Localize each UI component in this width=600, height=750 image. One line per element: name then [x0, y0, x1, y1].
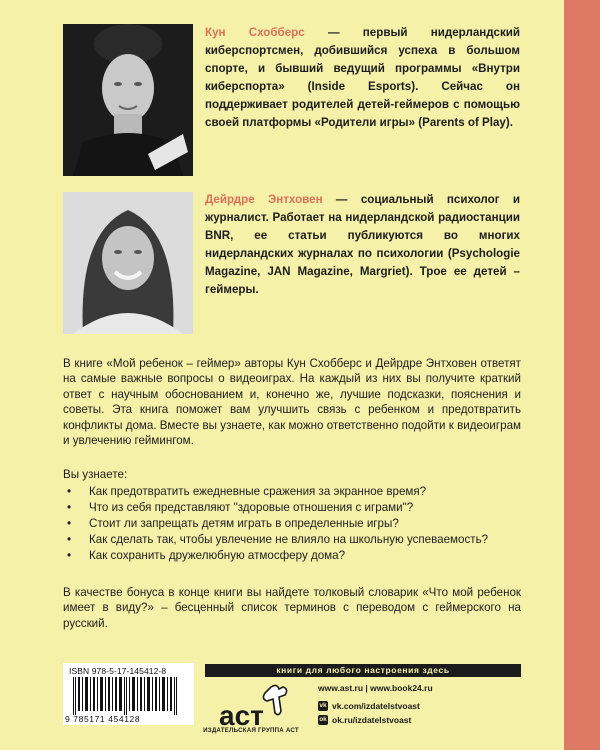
author-bio-text: — первый нидерландский киберспортсмен, добившийся успеха в большом спорте, и бывший ведущий программы «Внутри киберспорта» (Inside Esports). Сейчас он поддерживает родителей детей-геймеров с помощью своей платформы «Родители игры» (Parents of Play). [205, 26, 520, 129]
isbn-barcode-box [63, 663, 194, 725]
vk-link-text: vk.com/izdatelstvoast [332, 701, 420, 711]
website-links[interactable]: www.ast.ru | www.book24.ru [318, 683, 433, 693]
vk-link[interactable] [318, 699, 433, 713]
intro-paragraph: В книге «Мой ребенок – геймер» авторы Кун Схобберс и Дейрдре Энтховен ответят на самые важные вопросы о видеоиграх. На каждый из них вы получите краткий ответ с научным обоснованием и, конечно же, лучшие подсказки, пояснения и советы. Эта книга поможет вам улучшить связь с ребенком и предотвратить конфликты дома. Вместе вы узнаете, как можно ответственно подойти к видеоиграм и увлечению геймингом. [63, 357, 521, 448]
barcode-icon [69, 677, 188, 715]
ast-logo-icon [213, 681, 293, 733]
ok-link-text: ok.ru/izdatelstvoast [332, 715, 412, 725]
author-bio-deirdre [205, 191, 520, 299]
bullet: • [67, 533, 72, 546]
author-bio-text: — социальный психолог и журналист. Работает на нидерландской радиостанции BNR, ее статьи публикуются во многих нидерландских журналах по психологии (Psychologie Magazine, JAN Magazine, Margriet). Трое ее детей – геймеры. [205, 193, 520, 296]
list-item: • Как сделать так, чтобы увлечение не влияло на школьную успеваемость? [67, 533, 489, 546]
list-item: • Что из себя представляют "здоровые отношения с играми"? [67, 501, 414, 514]
spine-stripe [564, 0, 600, 750]
learn-list [63, 484, 521, 564]
bonus-paragraph: В качестве бонуса в конце книги вы найдете толковый словарик «Что мой ребенок имеет в виду?» – бесценный список терминов с переводом с геймерского на русский. [63, 586, 521, 630]
ok-icon: ok [319, 716, 327, 723]
ok-link[interactable] [318, 713, 433, 727]
vk-icon: vk [319, 702, 327, 709]
learn-heading: Вы узнаете: [63, 468, 128, 481]
publisher-links [318, 683, 433, 727]
author-photo-deirdre [63, 192, 193, 334]
bullet: • [67, 517, 72, 530]
bullet: • [67, 485, 72, 498]
author-name: Кун Схобберс [205, 26, 305, 39]
list-item: • Как сохранить дружелюбную атмосферу дома? [67, 549, 346, 562]
man-portrait-image [63, 24, 193, 176]
barcode-digits: 9 785171 454128 [65, 714, 141, 724]
woman-portrait-image [63, 192, 193, 334]
author-name: Дейрдре Энтховен [205, 193, 323, 206]
slogan-banner: книги для любого настроения здесь [205, 664, 521, 677]
bullet: • [67, 549, 72, 562]
ast-logo-text: аст [219, 700, 264, 731]
isbn-label: ISBN 978-5-17-145412-8 [69, 666, 167, 676]
publisher-caption: ИЗДАТЕЛЬСКАЯ ГРУППА АСТ [203, 727, 299, 734]
author-photo-koen [63, 24, 193, 176]
author-bio-koen [205, 24, 520, 132]
bullet: • [67, 501, 72, 514]
list-item: • Стоит ли запрещать детям играть в определенные игры? [67, 517, 399, 530]
list-item: • Как предотвратить ежедневные сражения за экранное время? [67, 485, 427, 498]
